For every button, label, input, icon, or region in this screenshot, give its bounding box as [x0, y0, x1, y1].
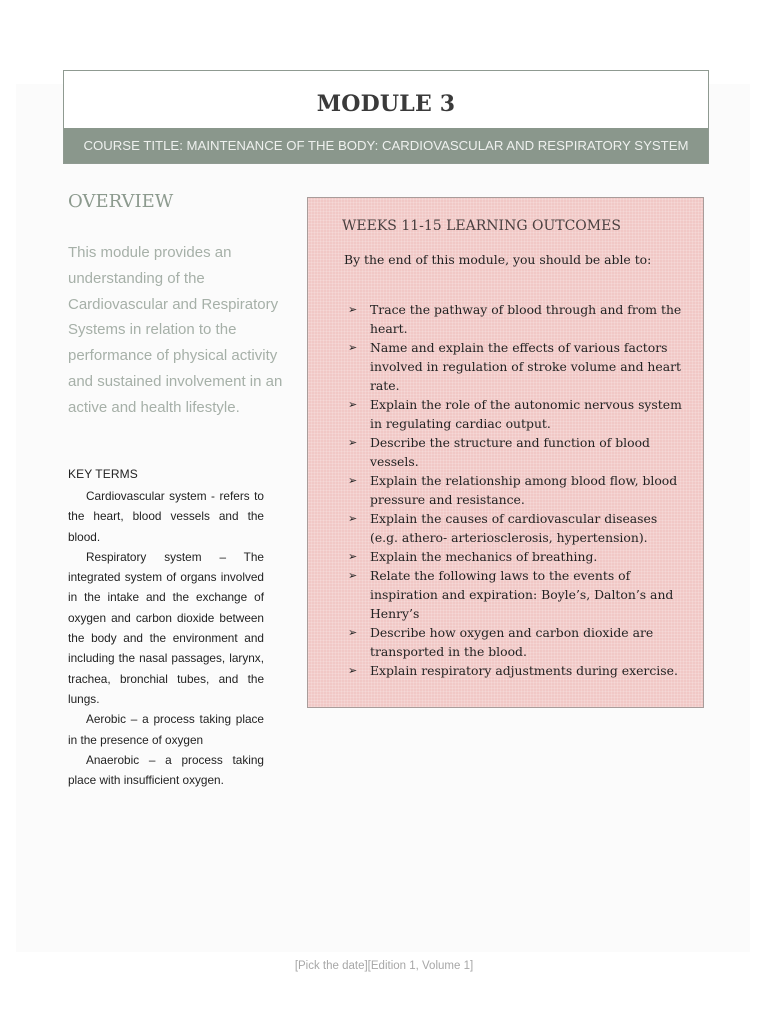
outcome-item [348, 395, 684, 433]
course-title-bar: COURSE TITLE: MAINTENANCE OF THE BODY: CARDIOVASCULAR AND RESPIRATORY SYSTEM [64, 128, 708, 163]
outcome-text: Describe how oxygen and carbon dioxide are transported in the blood. [370, 625, 654, 659]
outcome-text: Describe the structure and function of blood vessels. [370, 435, 650, 469]
arrow-bullet-icon: ➢ [348, 569, 358, 582]
outcome-item [348, 471, 684, 509]
arrow-bullet-icon: ➢ [348, 512, 358, 525]
arrow-bullet-icon: ➢ [348, 398, 358, 411]
outcome-item [348, 623, 684, 661]
module-title: MODULE 3 [316, 91, 456, 117]
outcome-text: Explain respiratory adjustments during exercise. [370, 663, 678, 678]
key-terms-list [68, 486, 264, 790]
key-term-item: Aerobic – a process taking place in the presence of oxygen [68, 712, 264, 747]
arrow-bullet-icon: ➢ [348, 626, 358, 639]
outcomes-intro: By the end of this module, you should be able to: [344, 252, 652, 267]
outcome-text: Name and explain the effects of various factors involved in regulation of stroke volume and heart rate. [370, 340, 682, 393]
outcome-item [348, 547, 684, 566]
outcome-text: Trace the pathway of blood through and from the heart. [370, 302, 682, 336]
overview-text: This module provides an understanding of the Cardiovascular and Respiratory Systems in relation to the performance of physical activity and sustained involvement in an active and health lifestyle. [68, 244, 283, 416]
key-terms-heading: KEY TERMS [68, 467, 138, 481]
arrow-bullet-icon: ➢ [348, 474, 358, 487]
outcome-text: Explain the role of the autonomic nervous system in regulating cardiac output. [370, 397, 682, 431]
footer-text: [Pick the date][Edition 1, Volume 1] [294, 960, 474, 972]
outcome-item [348, 338, 684, 395]
outcome-text: Explain the mechanics of breathing. [370, 549, 598, 564]
outcome-item [348, 433, 684, 471]
outcome-item [348, 661, 684, 680]
outcome-item [348, 509, 684, 547]
key-term-item: Anaerobic – a process taking place with insufficient oxygen. [68, 752, 264, 788]
outcome-text: Explain the relationship among blood flow, blood pressure and resistance. [370, 473, 678, 507]
key-term-item: Respiratory system – The integrated system of organs involved in the intake and the exchange of oxygen and carbon dioxide between the body and the environment and including the nasal passages, larynx, trachea, bronchial tubes, and the lungs. [68, 549, 264, 706]
arrow-bullet-icon: ➢ [348, 341, 358, 354]
outcomes-heading: WEEKS 11-15 LEARNING OUTCOMES [342, 218, 621, 234]
learning-outcomes-box [307, 197, 704, 708]
arrow-bullet-icon: ➢ [348, 664, 358, 677]
arrow-bullet-icon: ➢ [348, 436, 358, 449]
key-term-item: Cardiovascular system - refers to the heart, blood vessels and the blood. [68, 489, 264, 544]
outcome-text: Explain the causes of cardiovascular diseases (e.g. athero- arteriosclerosis, hypertension). [370, 511, 658, 545]
overview-heading: OVERVIEW [68, 191, 174, 212]
arrow-bullet-icon: ➢ [348, 303, 358, 316]
outcome-text: Relate the following laws to the events of inspiration and expiration: Boyle’s, Dalton’s and Henry’s [370, 568, 674, 621]
arrow-bullet-icon: ➢ [348, 550, 358, 563]
module-header [63, 70, 709, 164]
outcome-item [348, 300, 684, 338]
outcome-item [348, 566, 684, 623]
outcomes-list [348, 300, 684, 680]
